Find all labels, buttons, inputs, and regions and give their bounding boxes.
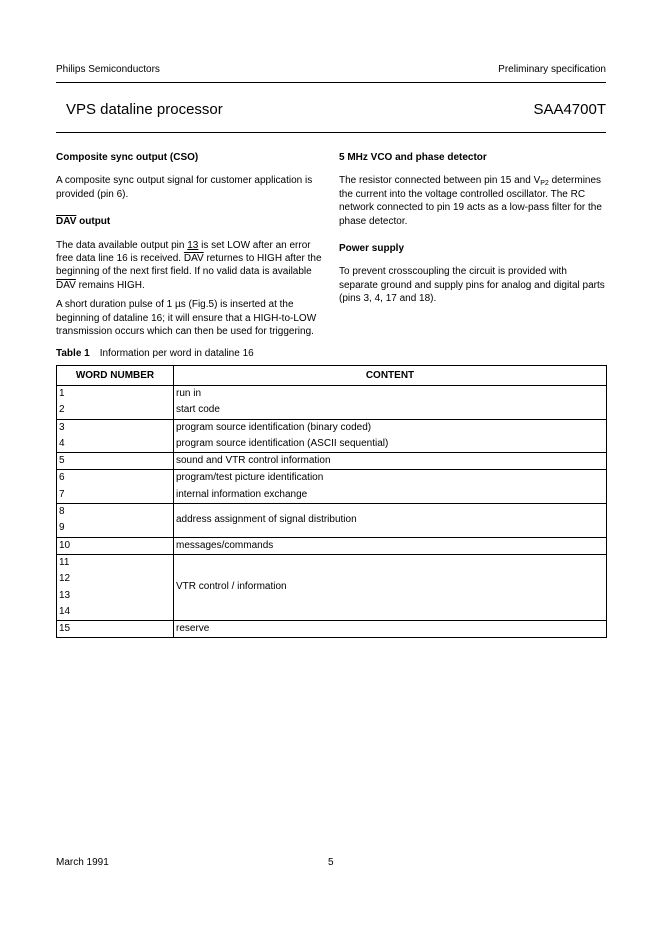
table-row [57, 537, 607, 554]
dav-p1-b: is set LOW after an error free data line 16 is received. [56, 239, 311, 265]
content-cell [174, 504, 607, 538]
dav-p1-c: returnes to HIGH after the beginning of the next first field. If no valid data is available [56, 253, 322, 278]
word-number-cell [57, 504, 174, 538]
content-cell [174, 453, 607, 470]
table-caption-text: Information per word in dataline 16 [99, 348, 254, 359]
content-cell [174, 621, 607, 638]
word-number: 12 [59, 573, 71, 585]
right-column [339, 151, 607, 312]
word-number: 14 [59, 605, 71, 617]
table-row [57, 453, 607, 470]
word-number: 9 [59, 522, 65, 534]
vco-subscript: P2 [540, 180, 549, 188]
content-text: sound and VTR control information [176, 455, 331, 467]
table-row [57, 386, 607, 420]
table-caption [56, 348, 254, 359]
power-heading: Power supply [339, 243, 405, 255]
header-rule [56, 82, 606, 83]
content-cell [174, 537, 607, 554]
header-content: CONTENT [174, 366, 607, 386]
dav-heading [56, 215, 324, 228]
footer-date: March 1991 [56, 857, 109, 868]
word-number: 6 [59, 472, 65, 484]
dav-signal-inline: $\overline{DAV}$ [183, 253, 204, 265]
word-number-cell [57, 453, 174, 470]
left-column [56, 151, 324, 344]
word-number: 5 [59, 455, 65, 467]
dav-paragraph-1 [56, 239, 324, 293]
word-number-cell [57, 621, 174, 638]
word-number: 10 [59, 539, 71, 551]
word-number: 1 [59, 388, 65, 399]
dav-heading-rest: output [76, 216, 111, 228]
content-cell [174, 386, 607, 420]
word-number-cell [57, 419, 174, 453]
cso-text: A composite sync output signal for customer application is provided (pin 6). [56, 175, 313, 200]
dav-signal: DAV [56, 216, 77, 228]
table-row [57, 621, 607, 638]
header-doc-type: Preliminary specification [498, 64, 606, 75]
content-text: program/test picture identification [176, 472, 324, 484]
vco-text-b: determines the current into the voltage controlled oscillator. The RC network connected to pin 19 acts as a low-pass filter for the phase detector. [339, 175, 602, 227]
content-text: address assignment of signal distribution [176, 514, 357, 526]
word-number: 13 [59, 589, 71, 601]
page-number: 5 [328, 857, 334, 868]
word-number: 11 [59, 556, 70, 568]
content-text: VTR control / information [176, 581, 287, 593]
word-number: 4 [59, 437, 65, 449]
table-label: Table 1 [56, 348, 90, 359]
word-number-cell [57, 386, 174, 420]
table-header-row [57, 366, 607, 386]
table-row [57, 554, 607, 620]
header-company: Philips Semiconductors [56, 64, 160, 75]
content-cell [174, 470, 607, 504]
header-word-number: WORD NUMBER [57, 366, 174, 386]
table-row [57, 504, 607, 538]
content-text: start code [176, 404, 220, 416]
word-number-cell [57, 537, 174, 554]
content-text: messages/commands [176, 539, 274, 551]
content-text: internal information exchange [176, 488, 308, 500]
table-row [57, 470, 607, 504]
table-row [57, 419, 607, 453]
dav-pin-number: 13 [187, 239, 199, 251]
word-number: 3 [59, 421, 65, 433]
content-cell [174, 554, 607, 620]
vco-heading: 5 MHz VCO and phase detector [339, 152, 487, 163]
dav-p1-a: The data available output pin [56, 239, 188, 251]
vco-text-a: The resistor connected between pin 15 and V [339, 175, 541, 187]
title-rule [56, 132, 606, 133]
word-number: 15 [59, 623, 71, 635]
page-title: VPS dataline processor [66, 101, 223, 118]
dav-paragraph-2: A short duration pulse of 1 µs (Fig.5) is inserted at the beginning of dataline 16; it will ensure that a HIGH-to-LOW transmission occurs which can then be used for triggering. [56, 299, 317, 338]
word-number: 7 [59, 488, 65, 500]
content-text: program source identification (ASCII sequential) [176, 437, 389, 449]
vco-text [339, 174, 607, 228]
part-number: SAA4700T [533, 101, 606, 118]
dav-p1-d: remains HIGH. [75, 279, 145, 291]
dav-signal-inline: $\overline{DAV}$ [56, 279, 76, 291]
content-text: reserve [176, 623, 210, 635]
cso-heading: Composite sync output (CSO) [56, 152, 199, 163]
table-body [57, 386, 607, 638]
word-number-cell [57, 470, 174, 504]
content-text: run in [176, 388, 202, 399]
content-cell [174, 419, 607, 453]
word-number: 8 [59, 506, 65, 518]
content-text: program source identification (binary coded) [176, 421, 372, 433]
power-text: To prevent crosscoupling the circuit is provided with separate ground and supply pins for analog and digital parts (pins 3, 4, 17 and 18). [339, 266, 605, 305]
word-number: 2 [59, 404, 65, 416]
word-table [56, 365, 607, 638]
word-number-cell [57, 554, 174, 620]
